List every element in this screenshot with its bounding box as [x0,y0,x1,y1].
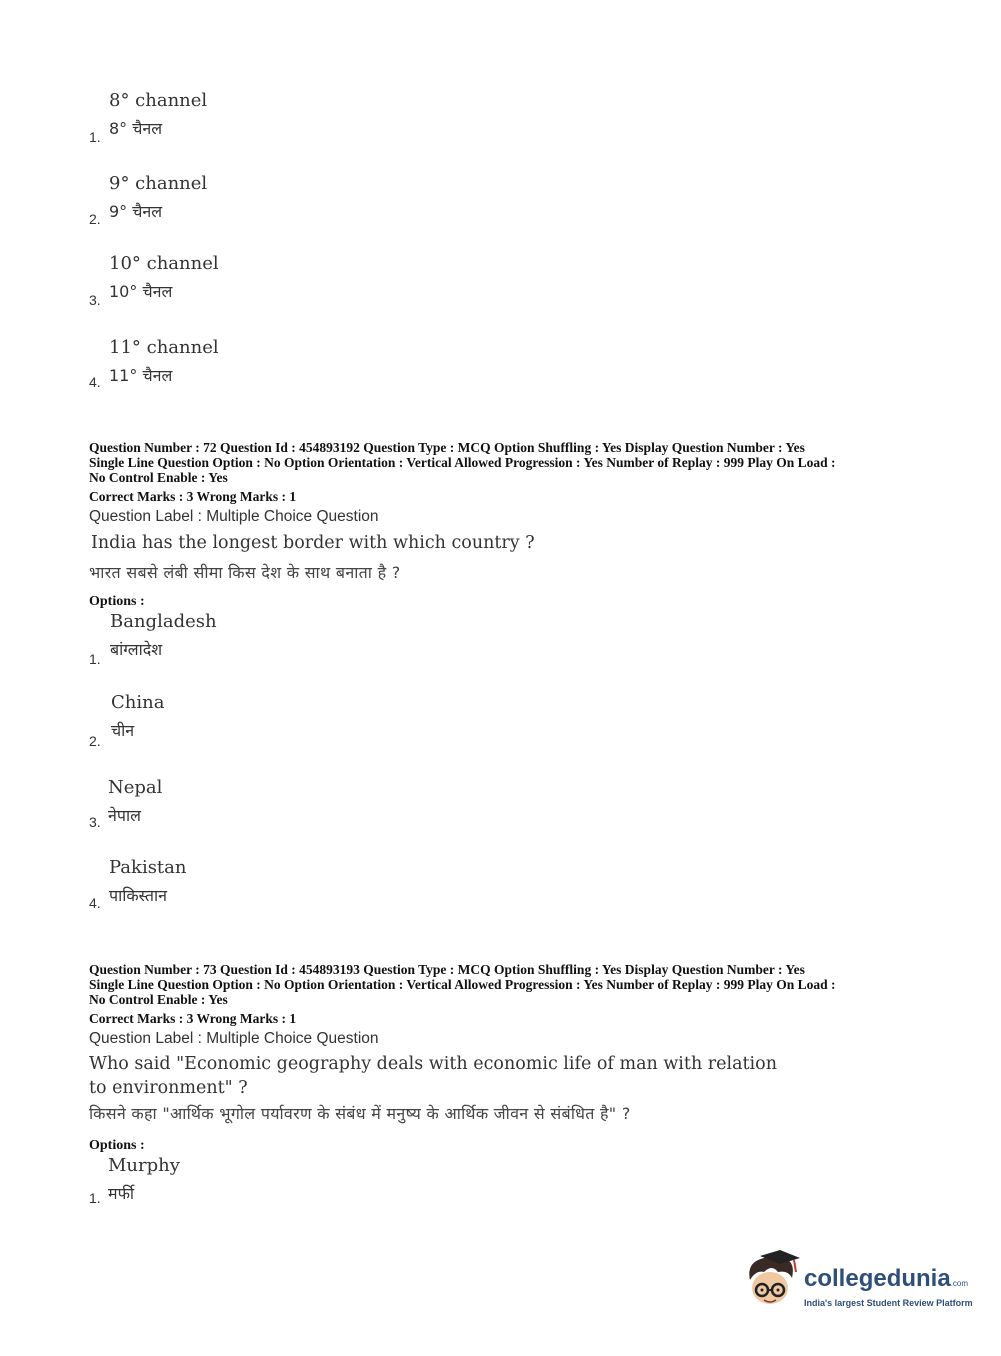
option-number: 3. [89,814,101,830]
question-meta-line: Question Number : 73 Question Id : 454893193 Question Type : MCQ Option Shuffling : Yes Display Question Number : Yes [89,962,805,977]
options-label: Options : [89,594,145,609]
option-text-hi: बांग्लादेश [110,640,163,659]
option-text-en: Murphy [108,1155,180,1176]
option-text-hi: 9° चैनल [109,202,163,221]
question-marks: Correct Marks : 3 Wrong Marks : 1 [89,1011,297,1026]
question-label: Question Label : Multiple Choice Question [89,1030,379,1047]
option-text-hi: चीन [111,721,135,740]
question-text-en: India has the longest border with which country ? [91,533,535,553]
option-text-en: China [111,692,165,713]
question-text-hi: किसने कहा "आर्थिक भूगोल पर्यावरण के संबंध में मनुष्य के आर्थिक जीवन से संबंधित है" ? [89,1104,631,1123]
option-text-en: 11° channel [109,337,219,358]
question-text-en: to environment" ? [89,1078,248,1098]
option-number: 2. [89,733,101,749]
option-text-hi: 11° चैनल [109,366,173,385]
option-text-en: 9° channel [109,173,208,194]
option-text-hi: नेपाल [108,806,141,825]
option-text-hi: 10° चैनल [109,282,173,301]
option-text-hi: 8° चैनल [109,119,163,138]
brand-suffix: .com [950,1279,969,1288]
option-number: 1. [89,651,101,667]
question-meta-line: Single Line Question Option : No Option Orientation : Vertical Allowed Progression : Yes Number of Replay : 999 Play On Load : [89,455,836,470]
brand-name [804,1265,968,1293]
student-mascot-icon [742,1250,800,1310]
option-number: 4. [89,374,101,390]
options-label: Options : [89,1138,145,1153]
brand-text: collegedunia [804,1265,951,1292]
option-number: 2. [89,211,101,227]
option-number: 1. [89,1190,101,1206]
option-text-en: Bangladesh [110,611,217,632]
option-text-en: Pakistan [109,857,187,878]
question-meta-line: Question Number : 72 Question Id : 454893192 Question Type : MCQ Option Shuffling : Yes Display Question Number : Yes [89,440,805,455]
option-text-hi: मर्फी [108,1184,135,1203]
question-text-hi: भारत सबसे लंबी सीमा किस देश के साथ बनाता है ? [89,563,401,582]
option-text-hi: पाकिस्तान [109,886,168,905]
question-meta-line: No Control Enable : Yes [89,470,228,485]
question-meta-line: Single Line Question Option : No Option Orientation : Vertical Allowed Progression : Yes Number of Replay : 999 Play On Load : [89,977,836,992]
option-text-en: Nepal [108,777,163,798]
brand-tagline: India's largest Student Review Platform [804,1298,973,1308]
option-text-en: 8° channel [109,90,208,111]
option-number: 1. [89,129,101,145]
option-number: 4. [89,895,101,911]
option-text-en: 10° channel [109,253,219,274]
question-label: Question Label : Multiple Choice Question [89,508,379,525]
question-meta-line: No Control Enable : Yes [89,992,228,1007]
option-number: 3. [89,292,101,308]
question-text-en: Who said "Economic geography deals with economic life of man with relation [89,1054,777,1074]
question-marks: Correct Marks : 3 Wrong Marks : 1 [89,489,297,504]
